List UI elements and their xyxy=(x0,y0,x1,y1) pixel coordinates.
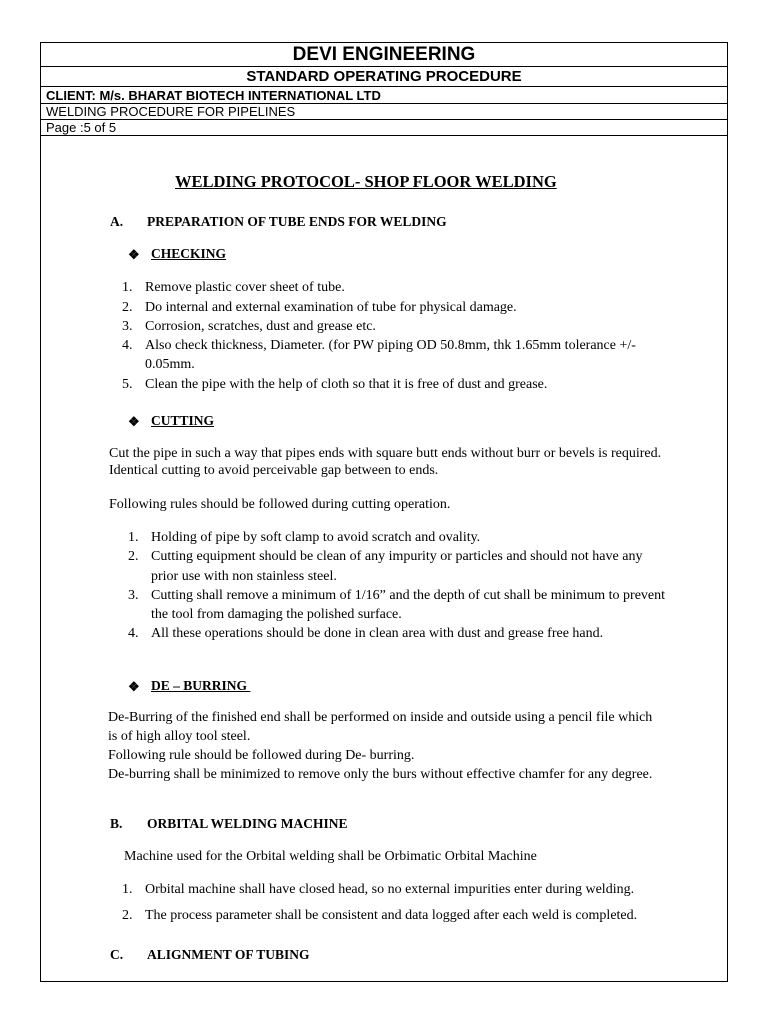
diamond-bullet-icon: ❖ xyxy=(128,414,140,429)
deburring-text: De-Burring of the finished end shall be performed on inside and outside using a pencil file which xyxy=(108,710,653,725)
list-item: Also check thickness, Diameter. (for PW piping OD 50.8mm, thk 1.65mm tolerance +/- xyxy=(145,338,636,353)
deburring-heading: DE – BURRING xyxy=(151,678,251,693)
list-item: Do internal and external examination of tube for physical damage. xyxy=(145,300,517,315)
diamond-bullet-icon: ❖ xyxy=(128,247,140,262)
section-b-letter: B. xyxy=(110,816,123,831)
list-item-continuation: prior use with non stainless steel. xyxy=(151,569,337,584)
list-number: 3. xyxy=(122,319,133,334)
list-item: Corrosion, scratches, dust and grease etc. xyxy=(145,319,376,334)
section-b-heading: ORBITAL WELDING MACHINE xyxy=(147,816,348,831)
list-item: Holding of pipe by soft clamp to avoid scratch and ovality. xyxy=(151,530,481,545)
section-a-letter: A. xyxy=(110,214,124,229)
cutting-paragraph: Cut the pipe in such a way that pipes ends with square butt ends without burr or bevels is required. xyxy=(109,446,662,461)
deburring-text: is of high alloy tool steel. xyxy=(108,729,251,744)
list-item-continuation: the tool from damaging the polished surface. xyxy=(151,607,402,622)
section-a-heading: PREPARATION OF TUBE ENDS FOR WELDING xyxy=(147,214,447,229)
cutting-paragraph-line2: Identical cutting to avoid perceivable gap between to ends. xyxy=(109,463,439,478)
company-name: DEVI ENGINEERING xyxy=(41,43,727,67)
section-b-intro: Machine used for the Orbital welding shall be Orbimatic Orbital Machine xyxy=(124,849,537,864)
section-c-letter: C. xyxy=(110,947,124,962)
cutting-rules-intro: Following rules should be followed during cutting operation. xyxy=(109,497,451,512)
deburring-text: Following rule should be followed during De- burring. xyxy=(108,748,415,763)
list-number: 2. xyxy=(128,549,139,564)
section-c-heading: ALIGNMENT OF TUBING xyxy=(147,947,310,962)
list-number: 1. xyxy=(128,530,139,545)
diamond-bullet-icon: ❖ xyxy=(128,679,140,694)
list-number: 2. xyxy=(122,908,133,923)
checking-heading: CHECKING xyxy=(151,246,227,261)
document-title: WELDING PROTOCOL- SHOP FLOOR WELDING xyxy=(175,172,557,191)
list-number: 5. xyxy=(122,377,133,392)
document-type: STANDARD OPERATING PROCEDURE xyxy=(41,67,727,87)
procedure-line: WELDING PROCEDURE FOR PIPELINES xyxy=(41,104,727,120)
client-line: CLIENT: M/s. BHARAT BIOTECH INTERNATIONAL LTD xyxy=(41,87,727,104)
cutting-heading: CUTTING xyxy=(151,413,215,428)
list-item-continuation: 0.05mm. xyxy=(145,357,195,372)
page-number: Page :5 of 5 xyxy=(41,120,727,136)
list-number: 1. xyxy=(122,882,133,897)
list-item: Clean the pipe with the help of cloth so that it is free of dust and grease. xyxy=(145,377,548,392)
list-number: 4. xyxy=(122,338,133,353)
list-item: Cutting shall remove a minimum of 1/16” and the depth of cut shall be minimum to prevent xyxy=(151,588,666,603)
list-item: All these operations should be done in clean area with dust and grease free hand. xyxy=(151,626,604,641)
list-item: Orbital machine shall have closed head, so no external impurities enter during welding. xyxy=(145,882,635,897)
list-number: 4. xyxy=(128,626,139,641)
deburring-text: De-burring shall be minimized to remove only the burs without effective chamfer for any degree. xyxy=(108,767,653,782)
list-number: 3. xyxy=(128,588,139,603)
list-item: Cutting equipment should be clean of any impurity or particles and should not have any xyxy=(151,549,643,564)
list-number: 2. xyxy=(122,300,133,315)
list-item: Remove plastic cover sheet of tube. xyxy=(145,280,345,295)
list-number: 1. xyxy=(122,280,133,295)
list-item: The process parameter shall be consistent and data logged after each weld is completed. xyxy=(145,908,638,923)
